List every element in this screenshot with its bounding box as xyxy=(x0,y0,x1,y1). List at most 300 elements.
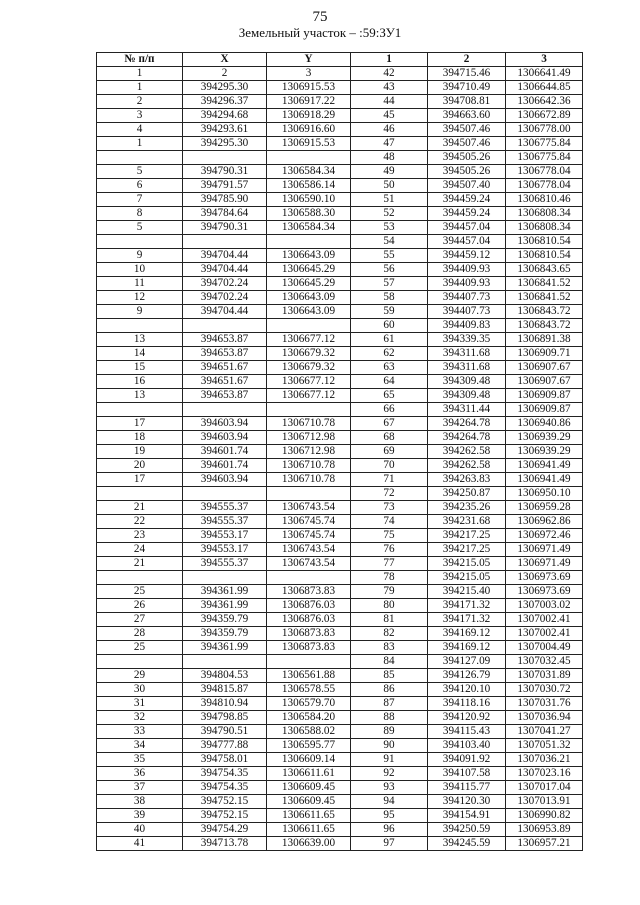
table-cell: 1306990.82 xyxy=(506,809,583,823)
table-cell: 97 xyxy=(351,837,428,851)
table-cell: 394553.17 xyxy=(183,543,267,557)
table-cell: 394784.64 xyxy=(183,207,267,221)
table-cell: 53 xyxy=(351,221,428,235)
table-row xyxy=(97,235,583,249)
table-cell: 38 xyxy=(97,795,183,809)
table-cell: 394653.87 xyxy=(183,389,267,403)
table-cell: 72 xyxy=(351,487,428,501)
table-cell: 1306909.71 xyxy=(506,347,583,361)
table-row xyxy=(97,515,583,529)
table-cell: 71 xyxy=(351,473,428,487)
table-row xyxy=(97,781,583,795)
table-cell: 92 xyxy=(351,767,428,781)
table-cell: 394217.25 xyxy=(428,529,506,543)
table-cell: 394359.79 xyxy=(183,627,267,641)
table-cell: 1306712.98 xyxy=(267,445,351,459)
table-cell xyxy=(267,235,351,249)
table-cell: 1306590.10 xyxy=(267,193,351,207)
table-cell: 14 xyxy=(97,347,183,361)
table-cell: 1306611.65 xyxy=(267,823,351,837)
table-body xyxy=(97,67,583,851)
table-cell: 1306743.54 xyxy=(267,501,351,515)
table-cell: 394115.43 xyxy=(428,725,506,739)
table-cell: 1307003.02 xyxy=(506,599,583,613)
table-cell: 394309.48 xyxy=(428,389,506,403)
table-cell: 1306775.84 xyxy=(506,137,583,151)
table-cell: 1306909.87 xyxy=(506,389,583,403)
table-cell: 394785.90 xyxy=(183,193,267,207)
table-cell: 394120.10 xyxy=(428,683,506,697)
table-cell: 4 xyxy=(97,123,183,137)
table-cell: 394250.59 xyxy=(428,823,506,837)
table-row xyxy=(97,613,583,627)
table-cell: 68 xyxy=(351,431,428,445)
table-cell: 394407.73 xyxy=(428,291,506,305)
table-row xyxy=(97,123,583,137)
table-cell xyxy=(267,571,351,585)
table-cell: 1306972.46 xyxy=(506,529,583,543)
table-cell: 73 xyxy=(351,501,428,515)
table-cell: 26 xyxy=(97,599,183,613)
table-cell: 1306586.14 xyxy=(267,179,351,193)
table-cell: 394457.04 xyxy=(428,235,506,249)
table-cell: 80 xyxy=(351,599,428,613)
table-cell: 394708.81 xyxy=(428,95,506,109)
table-cell: 394459.24 xyxy=(428,193,506,207)
table-cell: 394120.92 xyxy=(428,711,506,725)
table-cell: 394459.24 xyxy=(428,207,506,221)
table-row xyxy=(97,193,583,207)
table-cell: 1306959.28 xyxy=(506,501,583,515)
table-cell: 1306843.65 xyxy=(506,263,583,277)
table-row xyxy=(97,585,583,599)
table-cell: 63 xyxy=(351,361,428,375)
table-cell: 394603.94 xyxy=(183,473,267,487)
table-cell: 1306609.45 xyxy=(267,795,351,809)
table-cell: 24 xyxy=(97,543,183,557)
table-cell: 1306584.20 xyxy=(267,711,351,725)
table-cell: 1306810.54 xyxy=(506,235,583,249)
table-cell: 13 xyxy=(97,389,183,403)
table-cell: 394169.12 xyxy=(428,641,506,655)
table-cell: 1307036.94 xyxy=(506,711,583,725)
table-cell: 394295.30 xyxy=(183,137,267,151)
table-cell: 1306891.38 xyxy=(506,333,583,347)
table-cell xyxy=(267,151,351,165)
table-cell: 394126.79 xyxy=(428,669,506,683)
table-row xyxy=(97,487,583,501)
table-cell: 1306743.54 xyxy=(267,543,351,557)
table-cell: 37 xyxy=(97,781,183,795)
table-cell: 394264.78 xyxy=(428,431,506,445)
table-cell: 394754.35 xyxy=(183,767,267,781)
table-cell: 1307032.45 xyxy=(506,655,583,669)
table-cell: 1 xyxy=(97,137,183,151)
table-cell: 8 xyxy=(97,207,183,221)
table-row xyxy=(97,557,583,571)
table-cell: 5 xyxy=(97,221,183,235)
table-cell: 1306639.00 xyxy=(267,837,351,851)
table-cell: 9 xyxy=(97,305,183,319)
table-row xyxy=(97,221,583,235)
table-cell xyxy=(183,319,267,333)
table-cell: 1306873.83 xyxy=(267,641,351,655)
table-cell: 69 xyxy=(351,445,428,459)
table-cell: 394457.04 xyxy=(428,221,506,235)
table-cell xyxy=(183,235,267,249)
table-cell: 1306810.46 xyxy=(506,193,583,207)
table-cell: 394293.61 xyxy=(183,123,267,137)
table-cell: 79 xyxy=(351,585,428,599)
table-row xyxy=(97,767,583,781)
table-cell: 394231.68 xyxy=(428,515,506,529)
table-cell: 394553.17 xyxy=(183,529,267,543)
table-cell: 1306939.29 xyxy=(506,431,583,445)
table-cell: 1306677.12 xyxy=(267,333,351,347)
table-cell: 394555.37 xyxy=(183,515,267,529)
table-cell xyxy=(97,151,183,165)
table-cell: 1306876.03 xyxy=(267,613,351,627)
table-cell: 83 xyxy=(351,641,428,655)
table-cell: 40 xyxy=(97,823,183,837)
table-cell: 1306645.29 xyxy=(267,277,351,291)
table-cell: 21 xyxy=(97,501,183,515)
table-cell: 1307017.04 xyxy=(506,781,583,795)
table-cell: 394710.49 xyxy=(428,81,506,95)
table-cell: 1307023.16 xyxy=(506,767,583,781)
table-cell: 1306595.77 xyxy=(267,739,351,753)
table-cell xyxy=(267,319,351,333)
table-row xyxy=(97,837,583,851)
table-cell: 394262.58 xyxy=(428,445,506,459)
table-cell: 394507.46 xyxy=(428,137,506,151)
table-cell: 1306909.87 xyxy=(506,403,583,417)
table-cell: 394409.93 xyxy=(428,263,506,277)
table-row xyxy=(97,641,583,655)
table-cell: 29 xyxy=(97,669,183,683)
table-cell: 1306973.69 xyxy=(506,585,583,599)
table-cell: 394169.12 xyxy=(428,627,506,641)
table-cell xyxy=(183,655,267,669)
table-cell: 394311.68 xyxy=(428,361,506,375)
table-header-row xyxy=(97,53,583,67)
table-cell: 394262.58 xyxy=(428,459,506,473)
table-cell: 1306941.49 xyxy=(506,459,583,473)
table-cell xyxy=(97,487,183,501)
table-cell: 394555.37 xyxy=(183,557,267,571)
table-cell: 1306876.03 xyxy=(267,599,351,613)
table-cell: 1306808.34 xyxy=(506,207,583,221)
table-cell: 18 xyxy=(97,431,183,445)
table-row xyxy=(97,109,583,123)
table-cell: 65 xyxy=(351,389,428,403)
table-cell: 1306584.34 xyxy=(267,165,351,179)
table-cell: 5 xyxy=(97,165,183,179)
table-row xyxy=(97,165,583,179)
table-cell: 394777.88 xyxy=(183,739,267,753)
table-cell: 394409.93 xyxy=(428,277,506,291)
table-cell: 84 xyxy=(351,655,428,669)
table-cell: 25 xyxy=(97,585,183,599)
table-cell: 1306645.29 xyxy=(267,263,351,277)
table-cell: 394653.87 xyxy=(183,347,267,361)
table-cell: 394603.94 xyxy=(183,431,267,445)
table-cell: 1306745.74 xyxy=(267,515,351,529)
table-cell: 1306641.49 xyxy=(506,67,583,81)
table-cell: 394790.51 xyxy=(183,725,267,739)
table-row xyxy=(97,333,583,347)
table-row xyxy=(97,739,583,753)
table-cell: 76 xyxy=(351,543,428,557)
table-cell xyxy=(183,403,267,417)
table-cell: 74 xyxy=(351,515,428,529)
table-row xyxy=(97,711,583,725)
table-row xyxy=(97,473,583,487)
table-cell: 394127.09 xyxy=(428,655,506,669)
table-cell: 394603.94 xyxy=(183,417,267,431)
table-cell: 394296.37 xyxy=(183,95,267,109)
table-cell: 96 xyxy=(351,823,428,837)
table-cell: 394702.24 xyxy=(183,277,267,291)
page-number: 75 xyxy=(312,9,328,25)
table-cell: 85 xyxy=(351,669,428,683)
table-cell: 10 xyxy=(97,263,183,277)
table-cell: 394361.99 xyxy=(183,585,267,599)
table-cell: 51 xyxy=(351,193,428,207)
table-cell: 13 xyxy=(97,333,183,347)
table-row xyxy=(97,81,583,95)
table-cell: 394359.79 xyxy=(183,613,267,627)
table-cell: 78 xyxy=(351,571,428,585)
table-row xyxy=(97,697,583,711)
table-cell: 394294.68 xyxy=(183,109,267,123)
table-cell: 1306775.84 xyxy=(506,151,583,165)
table-cell: 17 xyxy=(97,473,183,487)
header-cell-col5: 2 xyxy=(428,53,506,67)
table-cell: 1307030.72 xyxy=(506,683,583,697)
table-cell: 394215.05 xyxy=(428,557,506,571)
table-cell: 2 xyxy=(97,95,183,109)
table-cell: 1306916.60 xyxy=(267,123,351,137)
table-row xyxy=(97,627,583,641)
table-cell: 31 xyxy=(97,697,183,711)
table-cell: 1306561.88 xyxy=(267,669,351,683)
table-cell: 3 xyxy=(267,67,351,81)
table-cell: 23 xyxy=(97,529,183,543)
table-cell: 57 xyxy=(351,277,428,291)
table-cell: 394704.44 xyxy=(183,263,267,277)
table-cell: 394601.74 xyxy=(183,445,267,459)
table-cell: 1307002.41 xyxy=(506,613,583,627)
table-cell: 394118.16 xyxy=(428,697,506,711)
table-cell: 1306677.12 xyxy=(267,389,351,403)
table-cell: 3 xyxy=(97,109,183,123)
table-cell: 89 xyxy=(351,725,428,739)
table-cell xyxy=(267,403,351,417)
table-cell: 44 xyxy=(351,95,428,109)
table-cell: 1306778.04 xyxy=(506,179,583,193)
table-cell: 394245.59 xyxy=(428,837,506,851)
table-cell: 1306940.86 xyxy=(506,417,583,431)
table-cell: 1307031.89 xyxy=(506,669,583,683)
table-cell: 1306907.67 xyxy=(506,375,583,389)
table-cell: 41 xyxy=(97,837,183,851)
table-cell: 52 xyxy=(351,207,428,221)
table-row xyxy=(97,725,583,739)
table-cell: 1306710.78 xyxy=(267,417,351,431)
table-cell: 394505.26 xyxy=(428,165,506,179)
table-cell: 1306971.49 xyxy=(506,543,583,557)
table-row xyxy=(97,263,583,277)
table-cell xyxy=(183,487,267,501)
table-cell: 1306745.74 xyxy=(267,529,351,543)
table-cell: 1306588.02 xyxy=(267,725,351,739)
table-cell: 81 xyxy=(351,613,428,627)
table-cell: 1306643.09 xyxy=(267,249,351,263)
table-cell: 1307036.21 xyxy=(506,753,583,767)
table-cell: 1306710.78 xyxy=(267,459,351,473)
table-cell: 27 xyxy=(97,613,183,627)
table-cell: 394798.85 xyxy=(183,711,267,725)
table-cell: 394361.99 xyxy=(183,599,267,613)
table-cell: 22 xyxy=(97,515,183,529)
table-cell: 1306971.49 xyxy=(506,557,583,571)
table-cell: 1306643.09 xyxy=(267,291,351,305)
table-cell: 21 xyxy=(97,557,183,571)
table-cell: 394790.31 xyxy=(183,221,267,235)
table-row xyxy=(97,431,583,445)
page-title: Земельный участок – :59:ЗУ1 xyxy=(238,25,402,40)
table-cell xyxy=(97,235,183,249)
table-row xyxy=(97,95,583,109)
table-cell: 48 xyxy=(351,151,428,165)
table-cell: 7 xyxy=(97,193,183,207)
table-cell: 88 xyxy=(351,711,428,725)
table-cell: 394704.44 xyxy=(183,249,267,263)
table-cell: 1306644.85 xyxy=(506,81,583,95)
table-cell: 12 xyxy=(97,291,183,305)
table-cell: 61 xyxy=(351,333,428,347)
table-cell: 394791.57 xyxy=(183,179,267,193)
table-cell: 1306941.49 xyxy=(506,473,583,487)
header-cell-x: X xyxy=(183,53,267,67)
table-cell: 46 xyxy=(351,123,428,137)
table-cell: 55 xyxy=(351,249,428,263)
table-cell: 1306841.52 xyxy=(506,277,583,291)
table-cell: 1306677.12 xyxy=(267,375,351,389)
table-row xyxy=(97,207,583,221)
table-cell: 75 xyxy=(351,529,428,543)
table-cell: 95 xyxy=(351,809,428,823)
table-cell xyxy=(267,487,351,501)
table-cell: 394115.77 xyxy=(428,781,506,795)
table-cell: 66 xyxy=(351,403,428,417)
table-cell: 1306810.54 xyxy=(506,249,583,263)
table-row xyxy=(97,305,583,319)
table-cell: 49 xyxy=(351,165,428,179)
table-cell: 1306939.29 xyxy=(506,445,583,459)
table-row xyxy=(97,669,583,683)
table-cell: 25 xyxy=(97,641,183,655)
table-cell: 1306710.78 xyxy=(267,473,351,487)
table-cell: 394702.24 xyxy=(183,291,267,305)
table-cell: 394758.01 xyxy=(183,753,267,767)
table-cell: 394752.15 xyxy=(183,809,267,823)
table-cell: 1306609.14 xyxy=(267,753,351,767)
table-cell: 91 xyxy=(351,753,428,767)
table-cell: 16 xyxy=(97,375,183,389)
table-cell: 394171.32 xyxy=(428,599,506,613)
table-row xyxy=(97,151,583,165)
table-cell: 394107.58 xyxy=(428,767,506,781)
table-cell: 1306841.52 xyxy=(506,291,583,305)
table-row xyxy=(97,753,583,767)
table-cell: 394120.30 xyxy=(428,795,506,809)
table-cell: 1306584.34 xyxy=(267,221,351,235)
table-cell: 86 xyxy=(351,683,428,697)
table-cell: 394091.92 xyxy=(428,753,506,767)
table-cell: 1306609.45 xyxy=(267,781,351,795)
table-cell: 1306778.00 xyxy=(506,123,583,137)
table-cell: 15 xyxy=(97,361,183,375)
table-cell: 394215.40 xyxy=(428,585,506,599)
table-cell: 1306907.67 xyxy=(506,361,583,375)
table-cell: 19 xyxy=(97,445,183,459)
table-cell: 94 xyxy=(351,795,428,809)
table-cell: 1306962.86 xyxy=(506,515,583,529)
table-cell: 394217.25 xyxy=(428,543,506,557)
header-cell-y: Y xyxy=(267,53,351,67)
table-cell: 394815.87 xyxy=(183,683,267,697)
table-cell: 28 xyxy=(97,627,183,641)
table-cell: 1306588.30 xyxy=(267,207,351,221)
table-cell xyxy=(267,655,351,669)
table-row xyxy=(97,291,583,305)
table-cell: 1306950.10 xyxy=(506,487,583,501)
table-cell: 1307041.27 xyxy=(506,725,583,739)
table-cell: 1307051.32 xyxy=(506,739,583,753)
table-row xyxy=(97,403,583,417)
table-subheader-row xyxy=(97,67,583,81)
table-cell: 32 xyxy=(97,711,183,725)
table-row xyxy=(97,571,583,585)
table-cell: 30 xyxy=(97,683,183,697)
table-cell: 1 xyxy=(97,67,183,81)
table-cell: 1306808.34 xyxy=(506,221,583,235)
table-cell: 394311.68 xyxy=(428,347,506,361)
table-cell: 1306611.61 xyxy=(267,767,351,781)
table-cell: 17 xyxy=(97,417,183,431)
table-cell: 394804.53 xyxy=(183,669,267,683)
table-cell: 394264.78 xyxy=(428,417,506,431)
table-cell: 394361.99 xyxy=(183,641,267,655)
table-cell: 394704.44 xyxy=(183,305,267,319)
table-cell: 60 xyxy=(351,319,428,333)
table-row xyxy=(97,249,583,263)
table-cell: 394154.91 xyxy=(428,809,506,823)
table-cell: 42 xyxy=(351,67,428,81)
table-cell: 1306643.09 xyxy=(267,305,351,319)
table-cell: 394459.12 xyxy=(428,249,506,263)
table-cell: 1306843.72 xyxy=(506,305,583,319)
table-cell: 1306579.70 xyxy=(267,697,351,711)
table-cell: 394715.46 xyxy=(428,67,506,81)
table-cell: 1306973.69 xyxy=(506,571,583,585)
table-cell: 1306679.32 xyxy=(267,361,351,375)
table-row xyxy=(97,347,583,361)
table-cell: 394339.35 xyxy=(428,333,506,347)
header-cell-number: № п/п xyxy=(97,53,183,67)
